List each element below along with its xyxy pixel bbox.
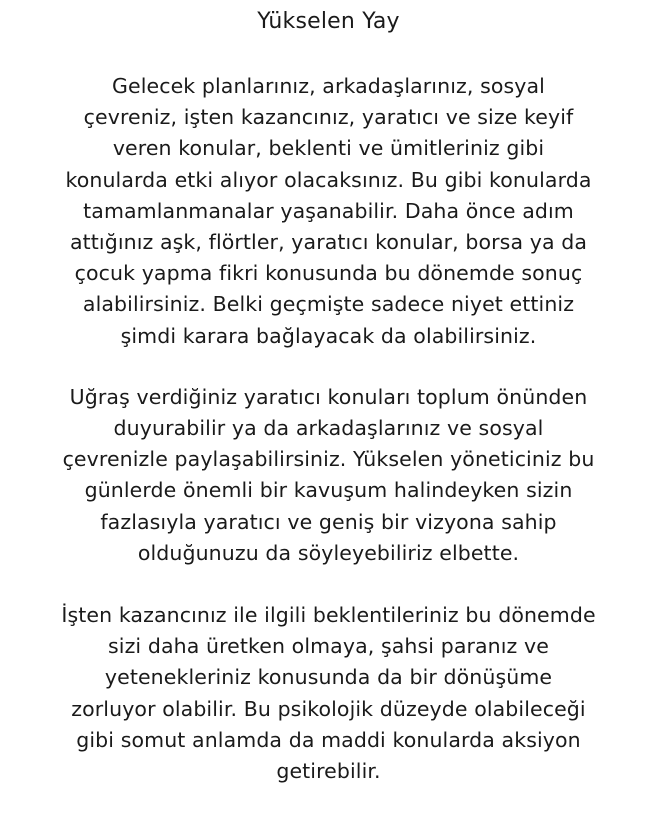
- text-line: attığınız aşk, flörtler, yaratıcı konular, borsa ya da: [69, 230, 588, 255]
- text-line: sizi daha üretken olmaya, şahsi paranız ve: [108, 634, 549, 659]
- text-line: veren konular, beklenti ve ümitleriniz gibi: [112, 136, 545, 161]
- text-line: gibi somut anlamda da maddi konularda aksiyon: [76, 727, 581, 752]
- text-line: şimdi karara bağlayacak da olabilirsiniz.: [120, 323, 537, 348]
- paragraph-3: [14, 600, 643, 787]
- text-line: çevreniz, işten kazancınız, yaratıcı ve size keyif: [83, 105, 574, 130]
- text-line: yetenekleriniz konusunda da bir dönüşüme: [104, 665, 553, 690]
- text-line: fazlasıyla yaratıcı ve geniş bir vizyona sahip: [100, 509, 557, 534]
- text-line: Gelecek planlarınız, arkadaşlarınız, sosyal: [112, 74, 545, 98]
- text-line: zorluyor olabilir. Bu psikolojik düzeyde olabileceği: [71, 696, 586, 721]
- page-title: Yükselen Yay: [257, 9, 400, 34]
- text-line: konularda etki alıyor olacaksınız. Bu gibi konularda: [65, 167, 592, 192]
- text-line: alabilirsiniz. Belki geçmişte sadece niyet ettiniz: [82, 292, 575, 317]
- text-line: olduğunuzu da söyleyebiliriz elbette.: [137, 540, 520, 565]
- text-line: Uğraş verdiğiniz yaratıcı konuları toplum önünden: [69, 384, 588, 409]
- text-line: getirebilir.: [276, 759, 381, 784]
- text-line: tamamlanmanalar yaşanabilir. Daha önce adım: [83, 198, 574, 223]
- text-line: günlerde önemli bir kavuşum halindeyken sizin: [84, 478, 573, 503]
- text-line: çevrenizle paylaşabilirsiniz. Yükselen yöneticiniz bu: [62, 447, 595, 472]
- text-line: duyurabilir ya da arkadaşlarınız ve sosyal: [113, 416, 544, 441]
- paragraph-1: [14, 71, 643, 352]
- text-line: İşten kazancınız ile ilgili beklentileriniz bu dönemde: [61, 603, 596, 628]
- paragraph-2: [14, 382, 643, 569]
- text-line: çocuk yapma fikri konusunda bu dönemde sonuç: [74, 261, 583, 286]
